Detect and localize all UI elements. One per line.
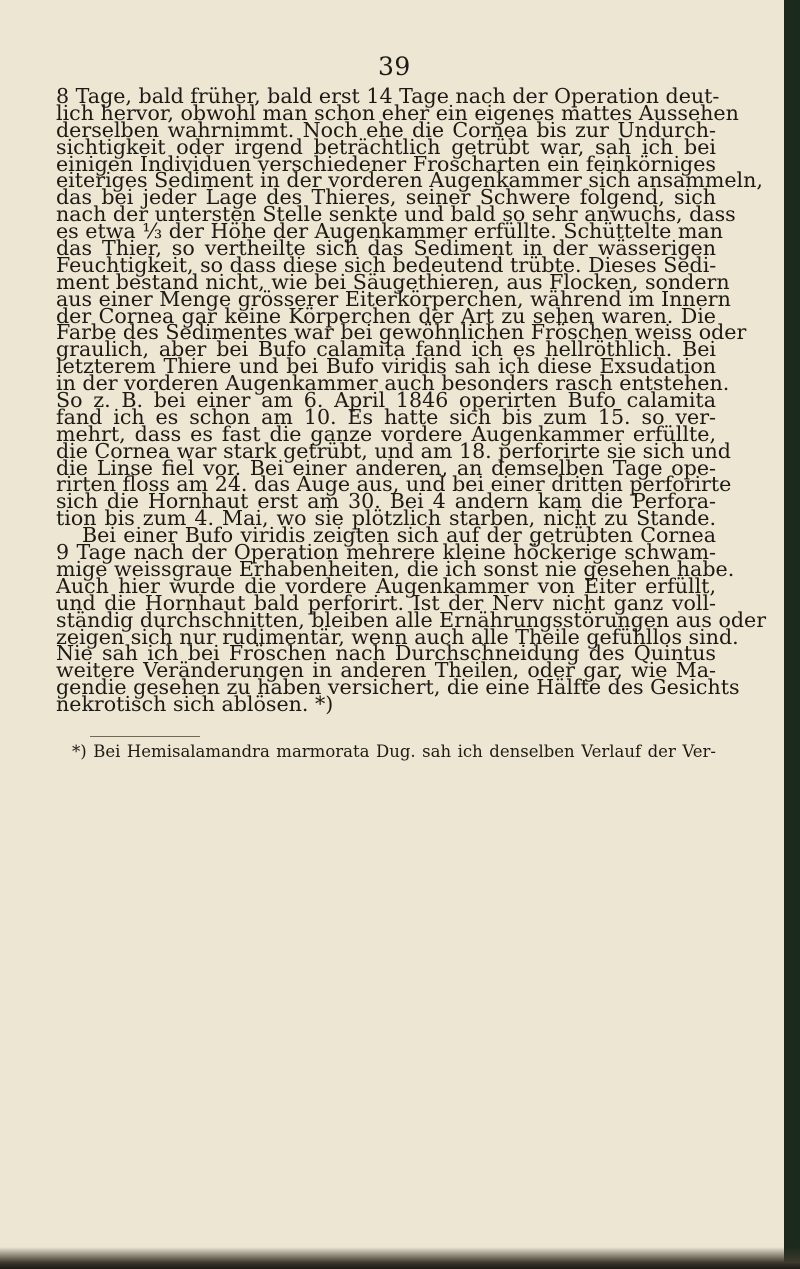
- text-line: mehrt, dass es fast die ganze vordere Augenkammer erfüllte,: [56, 421, 716, 446]
- text-line: nekrotisch sich ablösen. *): [56, 692, 334, 717]
- right-edge-bar: [784, 0, 800, 1269]
- text-line: mige weissgraue Erhabenheiten, die ich sonst nie gesehen habe.: [56, 556, 735, 581]
- text-line: derselben wahrnimmt. Noch ehe die Cornea bis zur Undurch-: [56, 117, 716, 142]
- text-line: sichtigkeit oder irgend beträchtlich getrübt war, sah ich bei: [56, 134, 716, 159]
- text-line: zeigen sich nur rudimentär, wenn auch alle Theile gefühllos sind.: [56, 624, 739, 649]
- text-line: eiteriges Sediment in der vorderen Augenkammer sich ansammeln,: [56, 168, 763, 193]
- text-line: das Thier, so vertheilte sich das Sediment in der wässerigen: [56, 236, 716, 261]
- text-line: gendie gesehen zu haben versichert, die eine Hälfte des Gesichts: [56, 675, 740, 700]
- text-line: Farbe des Sedimentes war bei gewöhnlichen Fröschen weiss oder: [56, 320, 747, 345]
- text-line: Feuchtigkeit, so dass diese sich bedeutend trübte. Dieses Sedi-: [56, 252, 717, 277]
- text-line: sich die Hornhaut erst am 30. Bei 4 andern kam die Perfora-: [56, 489, 716, 514]
- text-line: 9 Tage nach der Operation mehrere kleine höckerige schwam-: [56, 540, 716, 565]
- text-line: in der vorderen Augenkammer auch besonders rasch entstehen.: [56, 371, 730, 396]
- text-line: tion bis zum 4. Mai, wo sie plötzlich starben, nicht zu Stande.: [56, 506, 716, 531]
- text-line: So z. B. bei einer am 6. April 1846 operirten Bufo calamita: [56, 388, 716, 413]
- text-line: 8 Tage, bald früher, bald erst 14 Tage nach der Operation deut-: [56, 84, 720, 108]
- text-line: und die Hornhaut bald perforirt. Ist der Nerv nicht ganz voll-: [56, 590, 716, 615]
- text-line: lich hervor, obwohl man schon eher ein eigenes mattes Aussehen: [56, 100, 739, 125]
- text-line: aus einer Menge grösserer Eiterkörperchen, während im Innern: [56, 286, 731, 311]
- text-line: der Cornea gar keine Körperchen der Art zu sehen waren. Die: [56, 303, 716, 328]
- text-line: weitere Veränderungen in anderen Theilen, oder gar, wie Ma-: [56, 658, 716, 683]
- text-line: ment bestand nicht, wie bei Säugethieren, aus Flocken, sondern: [56, 269, 730, 294]
- text-line: nach der untersten Stelle senkte und bald so sehr anwuchs, dass: [56, 202, 736, 227]
- text-line: Nie sah ich bei Fröschen nach Durchschneidung des Quintus: [56, 641, 716, 666]
- body-text: [56, 84, 767, 717]
- bottom-edge-shadow: [0, 1247, 800, 1269]
- text-line: rirten floss am 24. das Auge aus, und bei einer dritten perforirte: [56, 472, 732, 497]
- text-line: Bei einer Bufo viridis zeigten sich auf der getrübten Cornea: [82, 523, 716, 548]
- text-line: das bei jeder Lage des Thieres, seiner Schwere folgend, sich: [56, 185, 716, 210]
- text-line: graulich, aber bei Bufo calamita fand ich es hellröthlich. Bei: [56, 337, 716, 362]
- footnote: *) Bei Hemisalamandra marmorata Dug. sah ich denselben Verlauf der Ver-: [72, 742, 716, 761]
- page-number: 39: [378, 52, 411, 81]
- text-line: ständig durchschnitten, bleiben alle Ernährungsstörungen aus oder: [56, 607, 767, 632]
- text-line: es etwa ⅓ der Höhe der Augenkammer erfüllte. Schüttelte man: [56, 219, 723, 244]
- text-line: fand ich es schon am 10. Es hatte sich bis zum 15. so ver-: [56, 404, 716, 429]
- text-line: einigen Individuen verschiedener Froscharten ein feinkörniges: [56, 151, 716, 176]
- text-line: die Cornea war stark getrübt, und am 18. perforirte sie sich und: [56, 438, 731, 463]
- text-line: Auch hier wurde die vordere Augenkammer von Eiter erfüllt,: [56, 573, 716, 598]
- text-line: letzterem Thiere und bei Bufo viridis sah ich diese Exsudation: [56, 354, 716, 379]
- footnote-rule: [90, 736, 200, 737]
- text-line: die Linse fiel vor. Bei einer anderen, an demselben Tage ope-: [56, 455, 716, 480]
